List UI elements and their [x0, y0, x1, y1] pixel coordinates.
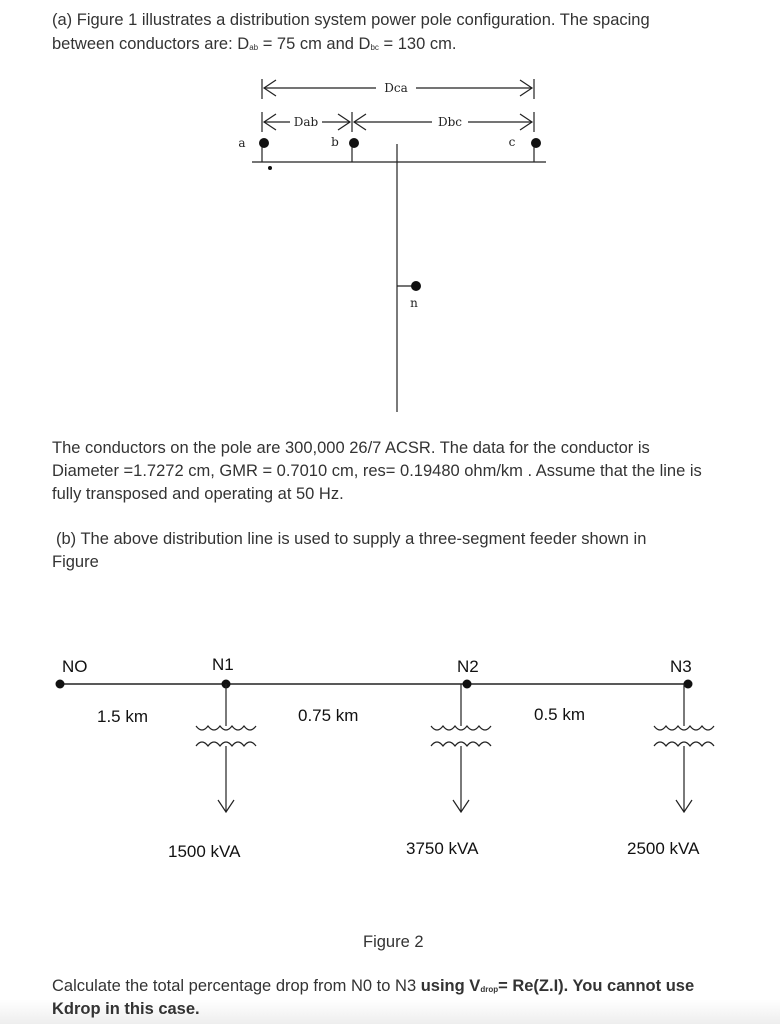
part-b-line1: (b) The above distribution line is used to supply a three-segment feeder shown in — [56, 530, 647, 548]
part-a-text-1: between conductors are: D — [52, 35, 250, 53]
conductor-line1: The conductors on the pole are 300,000 26/7 ACSR. The data for the conductor is — [52, 439, 650, 457]
label-b: b — [331, 135, 339, 149]
final-using: using V — [420, 977, 481, 995]
label-node-n1: N1 — [212, 655, 234, 674]
label-segment-2: 0.75 km — [298, 706, 359, 725]
label-segment-1: 1.5 km — [97, 707, 149, 726]
label-load-n3: 2500 kVA — [627, 839, 700, 858]
label-node-n3: N3 — [670, 657, 692, 676]
conductor-line3: fully transposed and operating at 50 Hz. — [52, 485, 344, 503]
label-dca: Dca — [384, 81, 408, 95]
label-segment-3: 0.5 km — [534, 705, 586, 724]
transformer-n2 — [431, 684, 491, 812]
final-question-line2: Kdrop in this case. — [52, 1000, 200, 1018]
conductor-line2: Diameter =1.7272 cm, GMR = 0.7010 cm, res= 0.19480 ohm/km . Assume that the line is — [52, 462, 702, 480]
node-n2 — [463, 680, 472, 689]
label-load-n1: 1500 kVA — [168, 842, 241, 861]
node-n3 — [684, 680, 693, 689]
final-text: Calculate the total percentage drop from N0 to N3 — [52, 977, 421, 995]
label-dbc: Dbc — [437, 115, 463, 129]
part-a-text-2: = 75 cm and D — [258, 35, 371, 53]
label-load-n2: 3750 kVA — [406, 839, 479, 858]
dbc-subscript: bc — [370, 43, 379, 52]
figure2-caption: Figure 2 — [363, 933, 424, 951]
part-a-line1: (a) Figure 1 illustrates a distribution system power pole configuration. The spacing — [52, 11, 650, 29]
part-a-text-3: = 130 cm. — [378, 35, 457, 53]
label-node-n2: N2 — [457, 657, 479, 676]
dab-subscript: ab — [249, 43, 259, 52]
label-dab: Dab — [293, 115, 319, 129]
transformer-n3 — [654, 684, 714, 812]
label-n: n — [410, 296, 418, 310]
node-n0 — [56, 680, 65, 689]
vdrop-subscript: drop — [480, 985, 499, 994]
label-a: a — [238, 136, 246, 150]
part-b-line2: Figure — [52, 553, 99, 571]
transformer-n1 — [196, 684, 256, 812]
label-c: c — [508, 135, 516, 149]
label-node-n0: NO — [62, 657, 88, 676]
final-formula: = Re(Z.I). You cannot use — [498, 977, 695, 995]
